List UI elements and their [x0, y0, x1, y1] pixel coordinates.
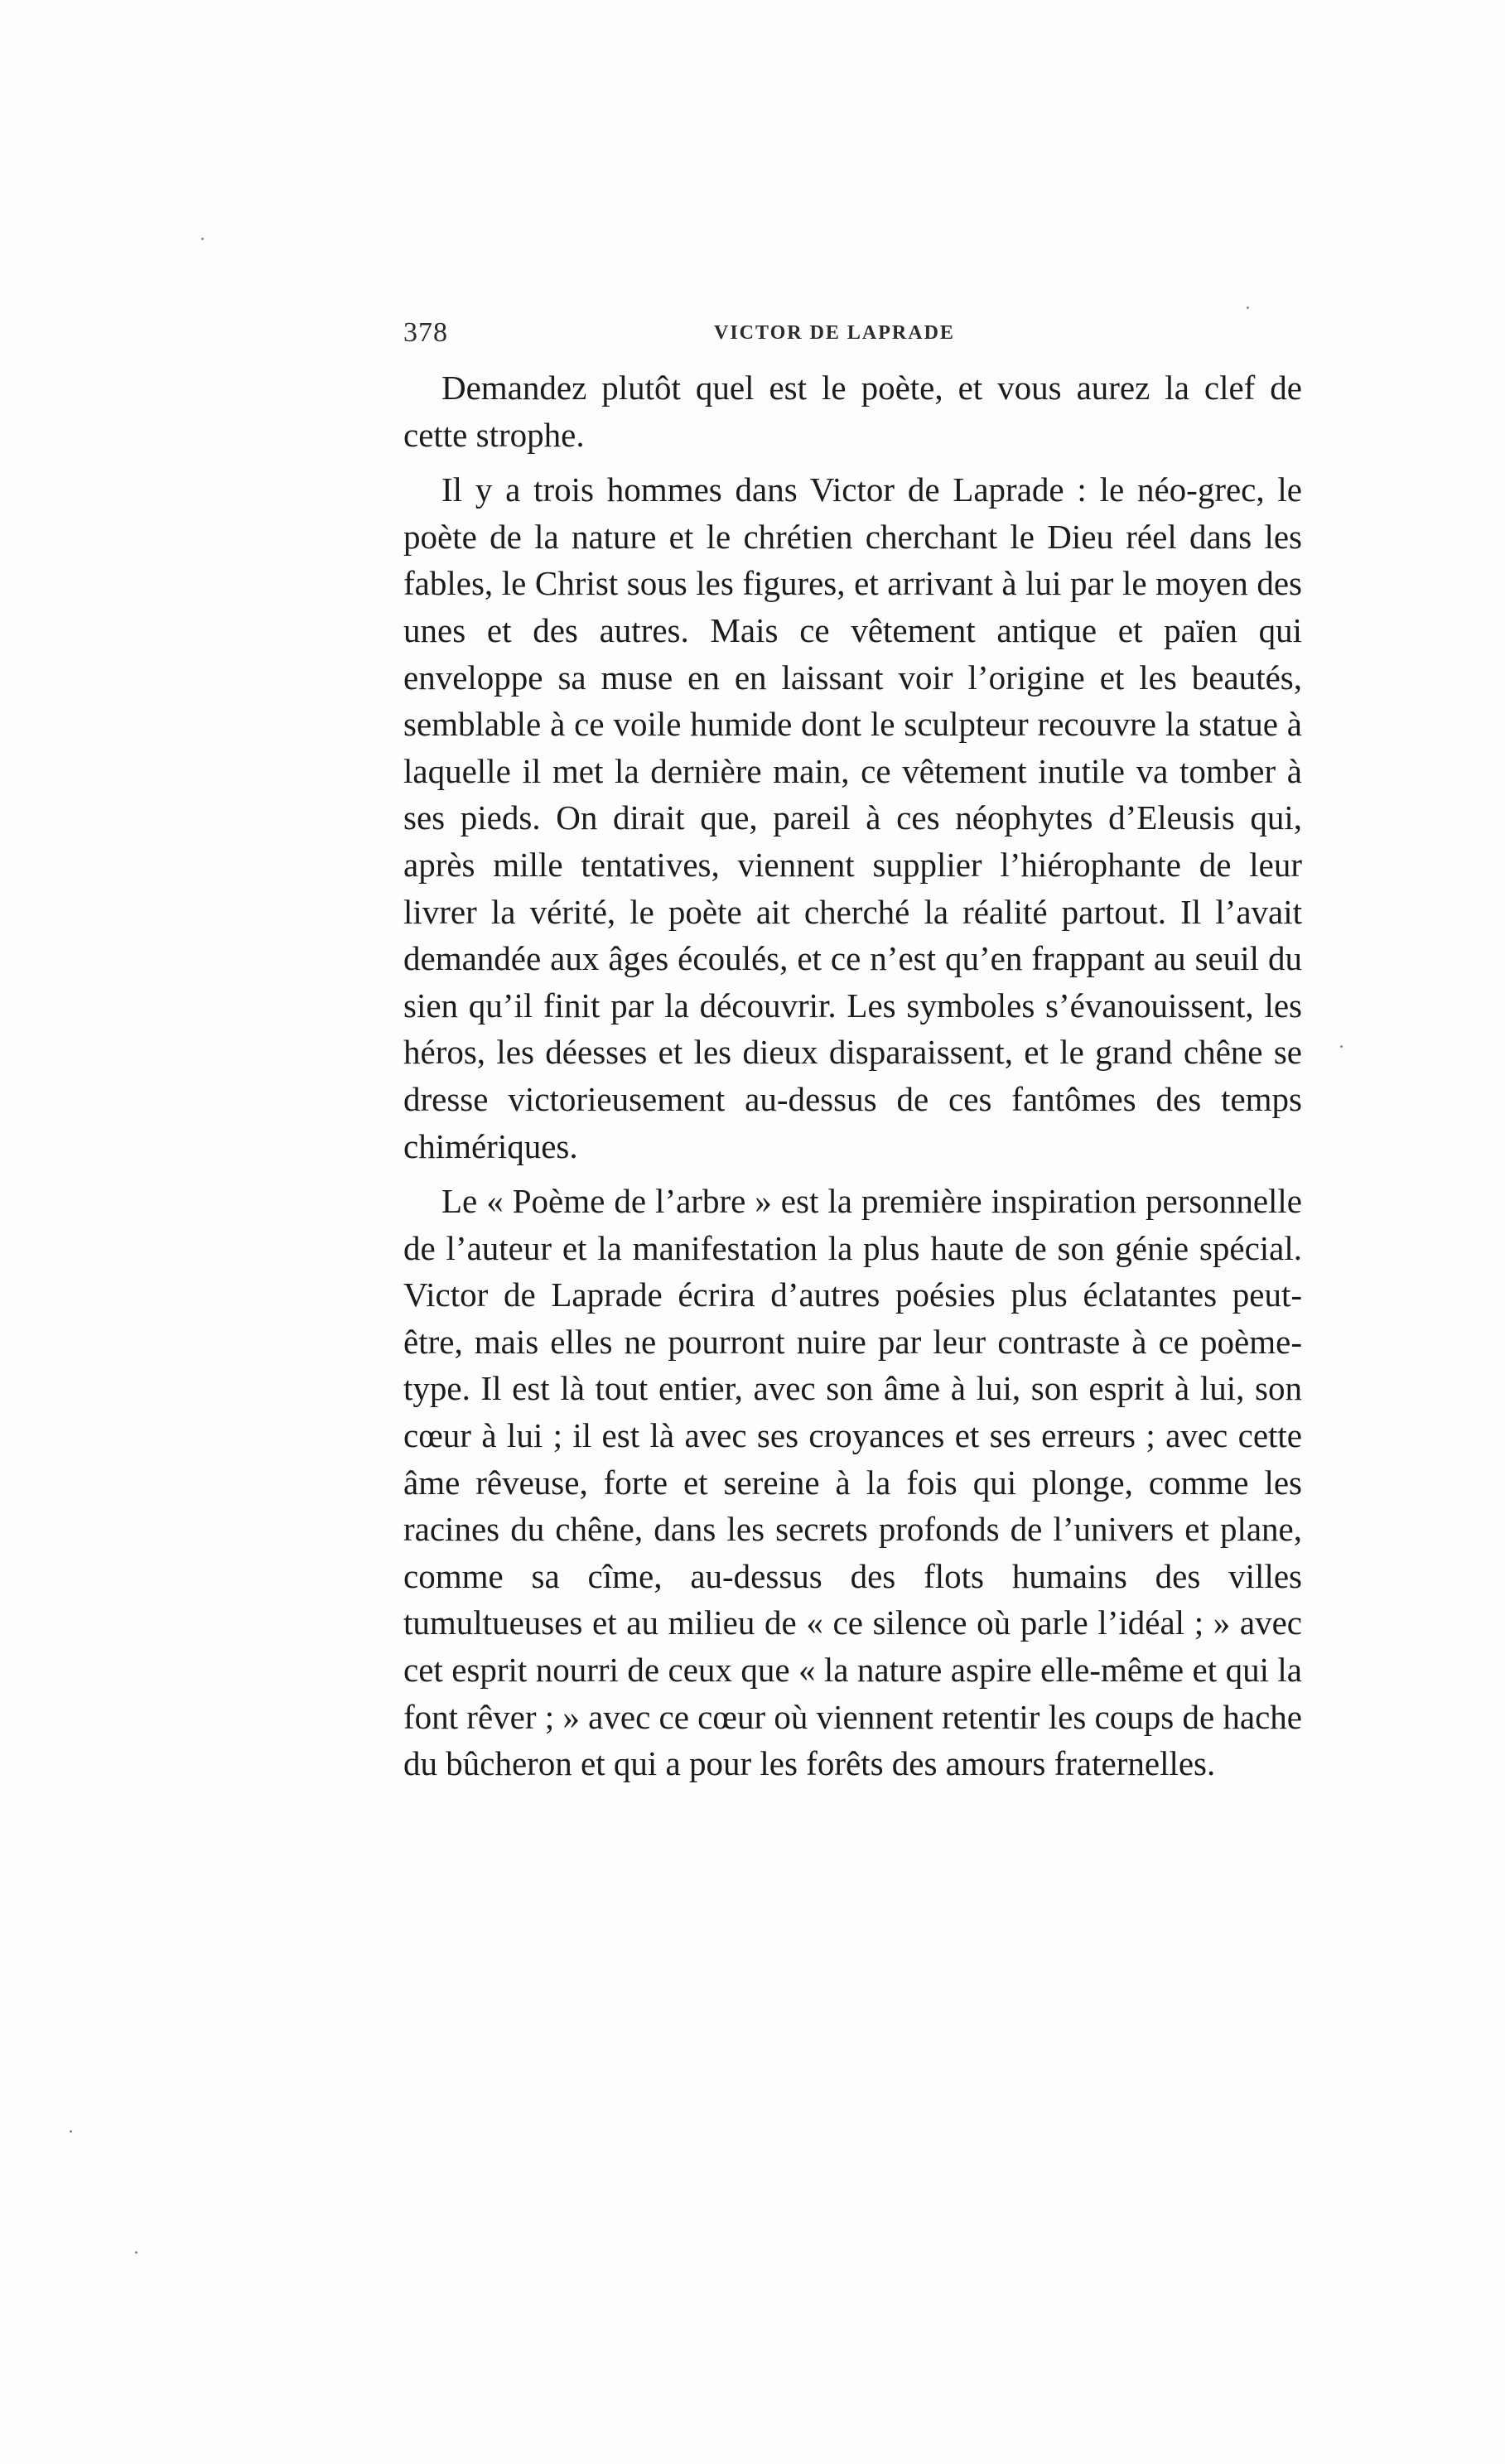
paragraph: Il y a trois hommes dans Victor de Laprade : le néo-grec, le poète de la nature et le chrétien cherchant le Dieu réel dans les fables, le Christ sous les figures, et arrivant à lui par le moyen des unes et des autres. Mais ce vêtement antique et païen qui enveloppe sa muse en en laissant voir l’origine et les beautés, semblable à ce voile humide dont le sculpteur recouvre la statue à laquelle il met la dernière main, ce vêtement inutile va tomber à ses pieds. On dirait que, pareil à ces néophytes d’Eleusis qui, après mille tentatives, viennent supplier l’hiérophante de leur livrer la vérité, le poète ait cherché la réalité partout. Il l’avait demandée aux âges écoulés, et ce n’est qu’en frappant au seuil du sien qu’il finit par la découvrir. Les symboles s’évanouissent, les héros, les déesses et les dieux disparaissent, et le grand chêne se dresse victorieusement au-dessus de ces fantômes des temps chimériques. — [403, 470, 1302, 1165]
page-header — [403, 317, 1004, 350]
running-head: VICTOR DE LAPRADE — [714, 322, 955, 344]
body-text — [403, 364, 1302, 1796]
paper-speck — [135, 2251, 137, 2254]
paper-speck — [70, 2130, 72, 2133]
paper-speck — [1247, 306, 1249, 309]
paragraph: Le « Poème de l’arbre » est la première inspiration personnelle de l’auteur et la manifestation la plus haute de son génie spécial. Victor de Laprade écrira d’autres poésies plus éclatantes peut-être, mais elles ne pourront nuire par leur contraste à ce poème-type. Il est là tout entier, avec son âme à lui, son esprit à lui, son cœur à lui ; il est là avec ses croyances et ses erreurs ; avec cette âme rêveuse, forte et sereine à la fois qui plonge, comme les racines du chêne, dans les secrets profonds de l’univers et plane, comme sa cîme, au-dessus des flots humains des villes tumultueuses et au milieu de « ce silence où parle l’idéal ; » avec cet esprit nourri de ceux que « la nature aspire elle-même et qui la font rêver ; » avec ce cœur où viennent retentir les coups de hache du bûcheron et qui a pour les forêts des amours fraternelles. — [403, 1182, 1302, 1783]
paper-speck — [1340, 1045, 1343, 1048]
paragraph: Demandez plutôt quel est le poète, et vous aurez la clef de cette strophe. — [403, 369, 1302, 454]
paper-speck — [201, 238, 204, 240]
page-number: 378 — [403, 317, 448, 348]
